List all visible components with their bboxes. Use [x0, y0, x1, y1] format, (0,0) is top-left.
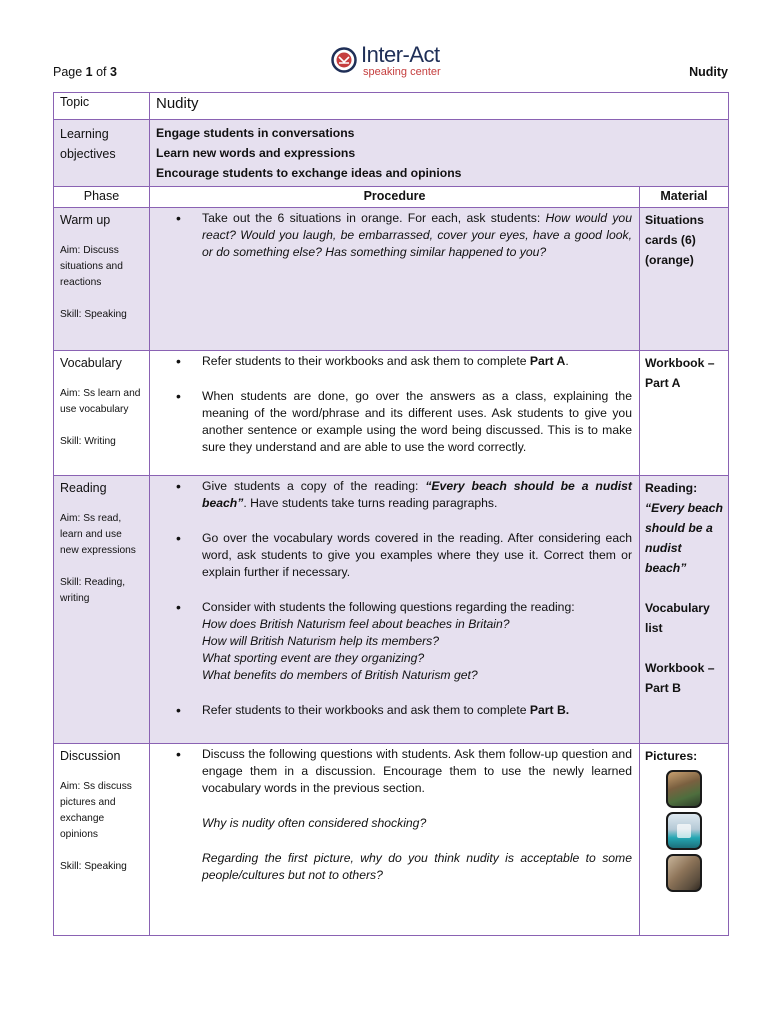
page-number: Page 1 of 3 — [53, 65, 117, 79]
reading-question: How does British Naturism feel about beaches in Britain? — [202, 617, 510, 631]
objectives-row — [54, 120, 729, 187]
reading-material — [640, 476, 729, 744]
procedure-bullet: • Refer students to their workbooks and ask them to complete Part A. — [158, 353, 632, 370]
procedure-bullet: • Refer students to their workbooks and ask them to complete Part B. — [158, 702, 632, 719]
objectives-label: Learning objectives — [54, 120, 150, 187]
phase-name: Reading — [60, 481, 107, 495]
logo-emblem-icon — [331, 44, 357, 76]
page-header — [53, 40, 728, 90]
phase-skill: Skill: Speaking — [60, 309, 127, 320]
discussion-phase — [54, 744, 150, 936]
warmup-row — [54, 208, 729, 351]
vocabulary-material: Workbook – Part A — [640, 351, 729, 476]
phase-skill: Skill: Speaking — [60, 861, 127, 872]
material-label: Reading: — [645, 481, 698, 495]
phase-name: Warm up — [60, 213, 111, 227]
picture-thumbnail-3 — [666, 854, 702, 892]
procedure-column-header: Procedure — [150, 187, 640, 208]
procedure-bullet: • Consider with students the following questions regarding the reading: — [158, 599, 632, 616]
material-vocabulary-list: Vocabulary list — [645, 601, 710, 635]
material-reading-title: “Every beach should be a nudist beach” — [645, 501, 723, 575]
phase-name: Discussion — [60, 749, 121, 763]
procedure-bullet: • Go over the vocabulary words covered in the reading. After considering each word, ask students to give you examples where they use it. Correct them or explain further if necessary. — [158, 530, 632, 581]
vocabulary-phase — [54, 351, 150, 476]
picture-thumbnail-2 — [666, 812, 702, 850]
objective-item: Engage students in conversations — [156, 126, 355, 140]
discussion-material — [640, 744, 729, 936]
topic-row — [54, 93, 729, 120]
logo-subtitle: speaking center — [363, 66, 441, 78]
inter-act-logo — [331, 42, 471, 82]
phase-aim: Aim: Discuss situations and reactions — [60, 245, 123, 288]
procedure-bullet: • Take out the 6 situations in orange. For each, ask students: How would you react? Would you laugh, be embarrassed, cover your eyes, have a good look, or do something else? Has something similar happened to you? — [158, 210, 632, 261]
document-title: Nudity — [689, 65, 728, 79]
phase-skill: Skill: Reading, writing — [60, 577, 126, 604]
reading-question: How will British Naturism help its members? — [202, 634, 440, 648]
phase-skill: Skill: Writing — [60, 436, 116, 447]
phase-name: Vocabulary — [60, 356, 122, 370]
discussion-row — [54, 744, 729, 936]
picture-thumbnail-1 — [666, 770, 702, 808]
phase-column-header: Phase — [54, 187, 150, 208]
phase-aim: Aim: Ss discuss pictures and exchange opinions — [60, 781, 132, 840]
procedure-bullet: • Give students a copy of the reading: “Every beach should be a nudist beach”. Have students take turns reading paragraphs. — [158, 478, 632, 512]
logo-name: Inter-Act — [361, 42, 440, 67]
column-header-row — [54, 187, 729, 208]
discussion-question: Why is nudity often considered shocking? — [202, 816, 427, 830]
reading-question: What benefits do members of British Naturism get? — [202, 668, 478, 682]
warmup-phase — [54, 208, 150, 351]
phase-aim: Aim: Ss learn and use vocabulary — [60, 388, 141, 415]
warmup-procedure — [150, 208, 640, 351]
objectives-list — [150, 120, 729, 187]
procedure-bullet: • When students are done, go over the answers as a class, explaining the meaning of the word/phrase and its different uses. Ask students to give you another sentence or example using the word being discussed. This is to make sure they understand and are able to use the word correctly. — [158, 388, 632, 456]
reading-question: What sporting event are they organizing? — [202, 651, 425, 665]
discussion-procedure — [150, 744, 640, 936]
reading-phase — [54, 476, 150, 744]
lesson-plan-table — [53, 92, 729, 936]
material-workbook: Workbook – Part B — [645, 661, 715, 695]
vocabulary-row — [54, 351, 729, 476]
material-column-header: Material — [640, 187, 729, 208]
procedure-bullet: • Discuss the following questions with students. Ask them follow-up question and engage them in a discussion. Encourage them to use the newly learned vocabulary words in the previous section. — [158, 746, 632, 797]
vocabulary-procedure — [150, 351, 640, 476]
phase-aim: Aim: Ss read, learn and use new expressions — [60, 513, 136, 556]
warmup-material: Situations cards (6) (orange) — [640, 208, 729, 351]
material-label: Pictures: — [645, 749, 698, 763]
discussion-question: Regarding the first picture, why do you think nudity is acceptable to some people/cultures but not to others? — [202, 851, 632, 882]
objective-item: Learn new words and expressions — [156, 146, 356, 160]
reading-procedure — [150, 476, 640, 744]
objective-item: Encourage students to exchange ideas and opinions — [156, 166, 462, 180]
topic-label: Topic — [54, 93, 150, 120]
reading-row — [54, 476, 729, 744]
topic-value: Nudity — [150, 93, 729, 120]
